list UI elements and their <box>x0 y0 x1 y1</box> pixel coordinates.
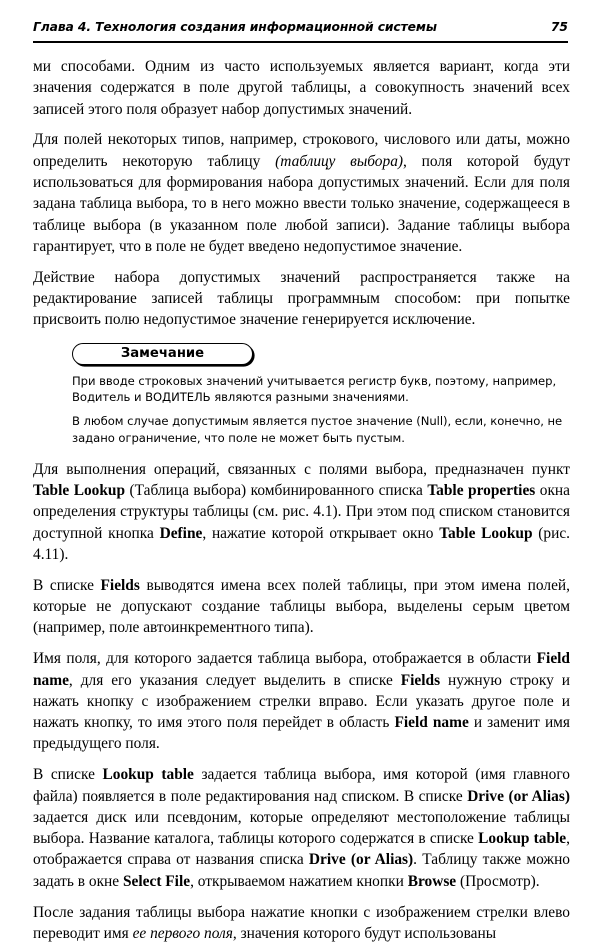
paragraph-field-name-area <box>33 648 570 754</box>
text-run: задается таблица выбора, имя которой (имя главного файла) появляется в поле редактирования над списком. В списке <box>33 766 570 805</box>
text-run: (Просмотр). <box>456 872 540 890</box>
text-run: Для полей некоторых типов, например, строкового, числового или даты, можно определить некоторую таблицу <box>33 131 570 170</box>
paragraph-table-lookup-menu <box>33 459 570 565</box>
text-run: , открываемом нажатием кнопки <box>190 872 408 890</box>
bold-run: Field name <box>33 650 570 689</box>
text-run: В списке <box>33 576 101 594</box>
text-run: выводятся имена всех полей таблицы, при этом имена полей, которые не допускают создание таблицы выбора, выделены серым цветом (например, поле автоинкрементного типа). <box>33 576 570 637</box>
italic-run: (таблицу выбора) <box>275 152 404 170</box>
running-header <box>33 20 568 34</box>
text-run: Действие набора допустимых значений распространяется также на редактирование записей таблицы программным способом: при попытке присвоить полю недопустимое значение генерируется исключение. <box>33 268 570 329</box>
bold-run: Table Lookup <box>33 482 126 500</box>
paragraph-arrow-left-action <box>33 902 570 944</box>
text-run: (рис. 4.11). <box>33 524 571 564</box>
header-divider-rule <box>33 41 568 43</box>
text-run: , для его указания следует выделить в списке <box>68 671 401 689</box>
bold-run: Fields <box>100 576 140 594</box>
bold-run: Table properties <box>427 482 536 500</box>
text-run: , значения которого будут использованы <box>232 924 497 942</box>
text-run: нужную строку и нажать кнопку с изображением стрелки вправо. Если указать другое поле и нажать кнопку, то имя этого поля перейдет в область <box>33 671 570 732</box>
bold-run: Lookup table <box>478 830 567 848</box>
paragraph-continuation <box>33 56 570 120</box>
note-paragraph: При вводе строковых значений учитывается регистр букв, поэтому, например, Водитель и ВОДИТЕЛЬ являются разными значениями. <box>72 374 557 405</box>
text-run: . Таблицу также можно задать в окне <box>33 851 570 890</box>
bold-run: Fields <box>400 671 441 689</box>
bold-run: Browse <box>407 872 457 890</box>
page-number: 75 <box>550 20 568 34</box>
bold-run: Lookup table <box>102 766 194 784</box>
text-run: Для выполнения операций, связанных с полями выбора, предназначен пункт <box>33 460 570 478</box>
page-content <box>33 56 570 944</box>
note-badge-label: Замечание <box>72 343 253 365</box>
note-body <box>33 365 570 446</box>
paragraph-fields-list <box>33 575 570 639</box>
bold-run: Select File <box>122 872 191 890</box>
italic-run: ее первого поля <box>132 924 233 942</box>
text-run: , нажатие которой открывает окно <box>202 524 440 542</box>
paragraph-valid-values-scope <box>33 267 570 331</box>
note-callout <box>33 343 570 446</box>
bold-run: Drive (or Alias) <box>308 851 414 869</box>
paragraph-lookup-table-list <box>33 764 570 892</box>
paragraph-lookup-table-intro <box>33 129 570 257</box>
text-run: После задания таблицы выбора нажатие кнопки с изображением стрелки влево переводит имя <box>33 903 570 942</box>
text-run: , поля которой будут использоваться для формирования набора допустимых значений. Если для поля задана таблица выбора, то в него можно ввести только значение, содержащееся в таблице выбора (в указанном поле любой записи). Задание таблицы выбора гарантирует, что в поле не будет введено недопустимое значение. <box>33 152 570 255</box>
text-run: и заменит имя предыдущего поля. <box>33 714 570 753</box>
bold-run: Field name <box>394 714 469 732</box>
text-run: В списке <box>33 766 103 784</box>
chapter-title: Глава 4. Технология создания информационной системы <box>33 20 437 34</box>
note-badge-container <box>33 343 570 365</box>
text-run: окна определения структуры таблицы (см. рис. 4.1). При этом под списком становится доступной кнопка <box>33 482 570 542</box>
bold-run: Drive (or Alias) <box>467 787 570 805</box>
bold-run: Table Lookup <box>439 524 533 542</box>
text-run: задается диск или псевдоним, которые определяют местоположение таблицы выбора. Название каталога, таблицы которого содержатся в списке <box>33 808 570 848</box>
note-paragraph: В любом случае допустимым является пустое значение (Null), если, конечно, не задано ограничение, что поле не может быть пустым. <box>72 414 563 445</box>
text-run: (Таблица выбора) комбинированного списка <box>125 482 428 500</box>
text-run: Имя поля, для которого задается таблица выбора, отображается в области <box>33 650 537 668</box>
text-run: ми способами. Одним из часто используемых является вариант, когда эти значения содержатся в поле другой таблицы, а совокупность значений всех записей этого поля образует набор допустимых значений. <box>33 58 570 118</box>
bold-run: Define <box>159 524 203 542</box>
text-run: , отображается справа от названия списка <box>33 830 571 869</box>
